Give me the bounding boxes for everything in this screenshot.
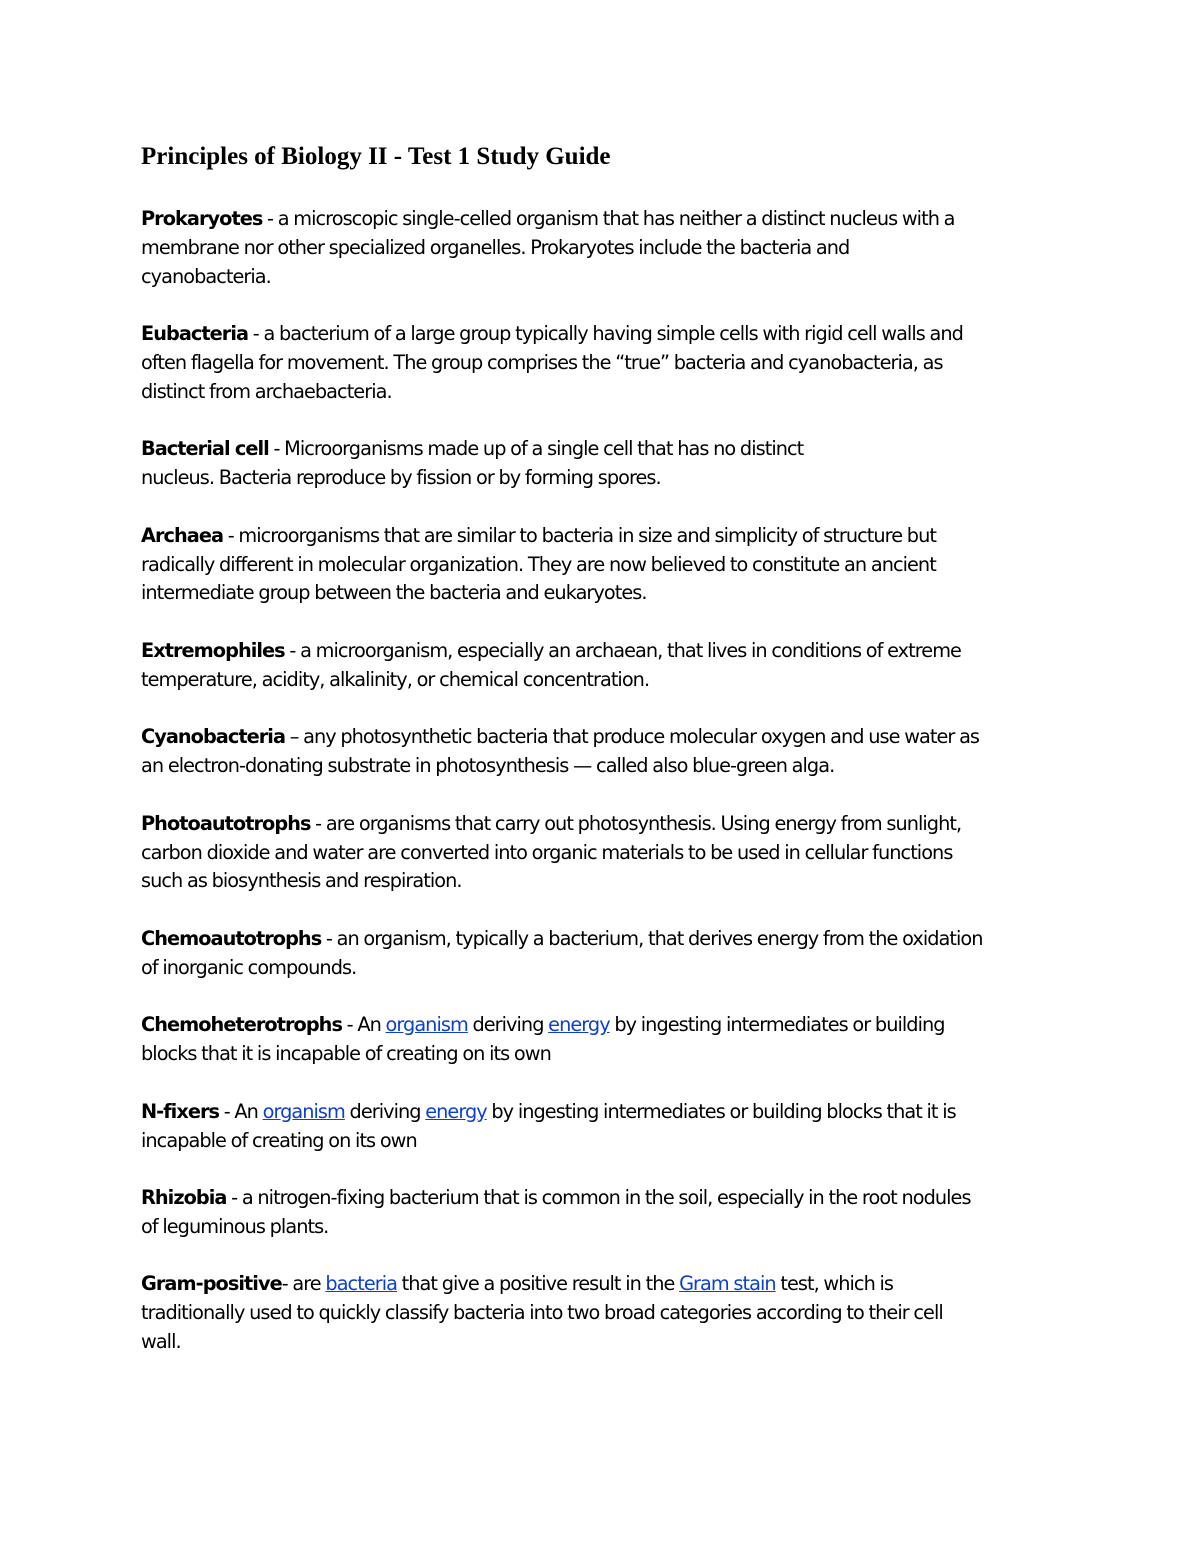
energy-link[interactable]: energy — [425, 1099, 487, 1123]
definition-text: distinct from archaebacteria. — [141, 379, 392, 403]
definition-text: carbon dioxide and water are converted into organic materials to be used in cellular functions — [141, 840, 953, 864]
definition-cyanobacteria — [141, 723, 1056, 781]
definition-text: deriving — [467, 1013, 549, 1037]
term-label: Prokaryotes — [141, 207, 263, 230]
term-label: Eubacteria — [141, 322, 249, 346]
term-label: Chemoheterotrophs — [141, 1013, 342, 1037]
term-label: Photoautotrophs — [141, 811, 311, 835]
definition-text: blocks that it is incapable of creating on its own — [141, 1042, 551, 1066]
definition-archaea — [141, 522, 1056, 608]
definition-text: temperature, acidity, alkalinity, or chemical concentration. — [141, 667, 650, 691]
definition-text: – any photosynthetic bacteria that produce molecular oxygen and use water as — [285, 725, 980, 749]
gram-stain-link[interactable]: Gram stain — [679, 1272, 776, 1296]
definition-text: traditionally used to quickly classify bacteria into two broad categories according to their cell — [141, 1301, 943, 1325]
definition-text: incapable of creating on its own — [141, 1128, 417, 1152]
term-label: Chemoautotrophs — [141, 926, 322, 950]
definition-text: - An — [341, 1013, 386, 1037]
term-label: Extremophiles — [141, 638, 285, 662]
definition-eubacteria — [141, 320, 1056, 406]
definition-text: intermediate group between the bacteria and eukaryotes. — [141, 581, 647, 605]
definition-text: nucleus. Bacteria reproduce by fission or by forming spores. — [141, 466, 661, 490]
definition-text: membrane nor other specialized organelles. Prokaryotes include the bacteria and — [141, 235, 850, 259]
definition-text: that give a positive result in the — [396, 1272, 680, 1296]
definition-text: - are organisms that carry out photosynthesis. Using energy from sunlight, — [310, 811, 962, 835]
definition-text: an electron-donating substrate in photosynthesis — called also blue-green alga. — [141, 754, 835, 778]
term-label: Cyanobacteria — [141, 725, 286, 749]
definition-text: of leguminous plants. — [141, 1214, 329, 1238]
definition-text: - a microscopic single-celled organism that has neither a distinct nucleus with a — [262, 207, 955, 230]
definition-gram-positive — [141, 1270, 1056, 1356]
term-label: Gram-positive — [141, 1272, 282, 1296]
definition-text: - a bacterium of a large group typically having simple cells with rigid cell walls and — [248, 322, 963, 346]
definition-text: often flagella for movement. The group comprises the “true” bacteria and cyanobacteria, as — [141, 350, 943, 374]
definition-text: by ingesting intermediates or building blocks that it is — [486, 1099, 956, 1123]
definition-chemoheterotrophs — [141, 1011, 1056, 1069]
definition-text: - are — [281, 1272, 326, 1296]
definition-text: of inorganic compounds. — [141, 955, 357, 979]
definition-n-fixers — [141, 1098, 1056, 1156]
term-label: N-fixers — [141, 1099, 220, 1123]
definition-text: - an organism, typically a bacterium, that derives energy from the oxidation — [321, 926, 983, 950]
definition-text: - a nitrogen-fixing bacterium that is common in the soil, especially in the root nodules — [226, 1186, 971, 1210]
organism-link[interactable]: organism — [385, 1013, 468, 1037]
energy-link[interactable]: energy — [548, 1013, 610, 1037]
definition-chemoautotrophs — [141, 925, 1056, 983]
term-label: Bacterial cell — [141, 437, 269, 461]
definition-text: such as biosynthesis and respiration. — [141, 869, 462, 893]
definition-text: cyanobacteria. — [141, 264, 271, 288]
definition-text: radically different in molecular organization. They are now believed to constitute an ancient — [141, 552, 936, 576]
definition-text: wall. — [141, 1330, 181, 1354]
term-label: Archaea — [141, 523, 224, 547]
definition-text: test, which is — [775, 1272, 894, 1296]
definition-rhizobia — [141, 1184, 1056, 1242]
organism-link[interactable]: organism — [262, 1099, 345, 1123]
definition-text: - microorganisms that are similar to bacteria in size and simplicity of structure but — [223, 523, 936, 547]
definition-extremophiles — [141, 637, 1056, 695]
definition-text: - Microorganisms made up of a single cell that has no distinct — [268, 437, 804, 461]
definition-photoautotrophs — [141, 810, 1056, 896]
document-title: Principles of Biology II - Test 1 Study Guide — [141, 143, 611, 170]
definition-prokaryotes — [141, 205, 1056, 291]
definition-text: - a microorganism, especially an archaean, that lives in conditions of extreme — [284, 638, 961, 662]
term-label: Rhizobia — [141, 1186, 227, 1210]
definition-bacterial-cell — [141, 435, 1056, 493]
definition-text: deriving — [344, 1099, 426, 1123]
bacteria-link[interactable]: bacteria — [325, 1272, 397, 1296]
definition-text: by ingesting intermediates or building — [609, 1013, 945, 1037]
definition-text: - An — [219, 1099, 263, 1123]
document-content — [141, 140, 1056, 1386]
